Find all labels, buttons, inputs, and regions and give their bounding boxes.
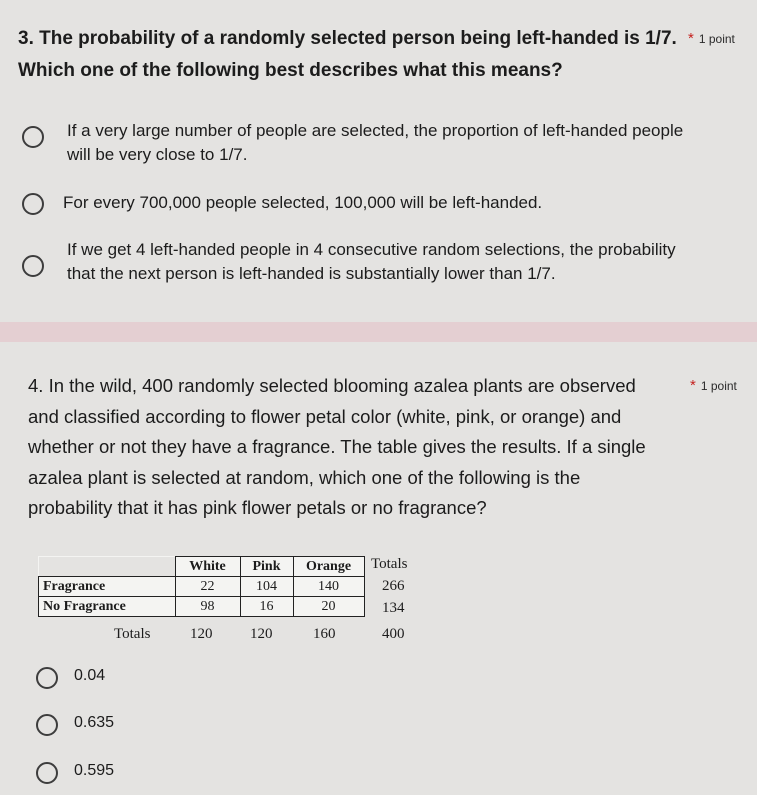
table-cell: 22 (175, 577, 240, 597)
column-total: 120 (190, 626, 213, 642)
q3-option-1[interactable] (22, 119, 683, 167)
data-table (38, 556, 365, 617)
q3-option-3-label: If we get 4 left-handed people in 4 consecutive random selections, the probability that the next person is left-handed is substantially lower than 1/7. (67, 240, 676, 283)
radio-button-icon[interactable] (22, 193, 44, 215)
q3-option-2-label: For every 700,000 people selected, 100,000 will be left-handed. (63, 193, 543, 212)
table-cell: 16 (240, 597, 293, 617)
q3-option-1-label: If a very large number of people are selected, the proportion of left-handed people will be very close to 1/7. (67, 121, 684, 164)
totals-column-header: Totals (371, 556, 408, 572)
radio-button-icon[interactable] (22, 126, 44, 148)
radio-button-icon[interactable] (36, 762, 58, 784)
table-header: Orange (293, 557, 364, 577)
q4-option-2[interactable] (36, 711, 114, 736)
q4-option-1[interactable] (36, 664, 105, 689)
table-header: Pink (240, 557, 293, 577)
table-cell: 104 (240, 577, 293, 597)
radio-button-icon[interactable] (36, 667, 58, 689)
table-row (39, 577, 365, 597)
q4-option-1-label: 0.04 (74, 667, 106, 684)
points-label: 1 point (700, 379, 737, 393)
question-3-points (688, 30, 735, 47)
totals-row-label: Totals (114, 626, 151, 642)
table-cell: 140 (293, 577, 364, 597)
question-3-text-line-2: Which one of the following best describes what this means? (18, 60, 563, 81)
column-total: 120 (250, 626, 273, 642)
points-label: 1 point (698, 32, 735, 46)
table-row (39, 597, 365, 617)
section-divider (0, 322, 757, 342)
radio-button-icon[interactable] (22, 255, 44, 277)
radio-button-icon[interactable] (36, 714, 58, 736)
table-cell: 98 (175, 597, 240, 617)
question-4-text: 4. In the wild, 400 randomly selected blooming azalea plants are observed and classified according to flower petal color (white, pink, or orange) and whether or not they have a fragrance. The table gives the results. If a single azalea plant is selected at random, which one of the following is the probability that it has pink flower petals or no fragrance? (28, 375, 646, 518)
question-3-text-line-1: 3. The probability of a randomly selected person being left-handed is 1/7. (18, 28, 677, 49)
row-label: No Fragrance (39, 597, 176, 617)
column-total: 160 (313, 626, 336, 642)
required-asterisk-icon: * (688, 30, 694, 47)
table-header: White (175, 557, 240, 577)
grand-total: 400 (382, 626, 405, 642)
q3-option-3[interactable] (22, 238, 676, 286)
row-label: Fragrance (39, 577, 176, 597)
question-3-card (0, 0, 757, 322)
q4-option-3-label: 0.595 (74, 762, 115, 779)
table-cell: 20 (293, 597, 364, 617)
q4-option-3[interactable] (36, 759, 114, 784)
question-4-points (690, 377, 737, 394)
row-total: 266 (382, 578, 405, 594)
required-asterisk-icon: * (690, 377, 696, 394)
q4-option-2-label: 0.635 (74, 714, 115, 731)
row-total: 134 (382, 600, 405, 616)
q3-option-2[interactable] (22, 191, 542, 215)
